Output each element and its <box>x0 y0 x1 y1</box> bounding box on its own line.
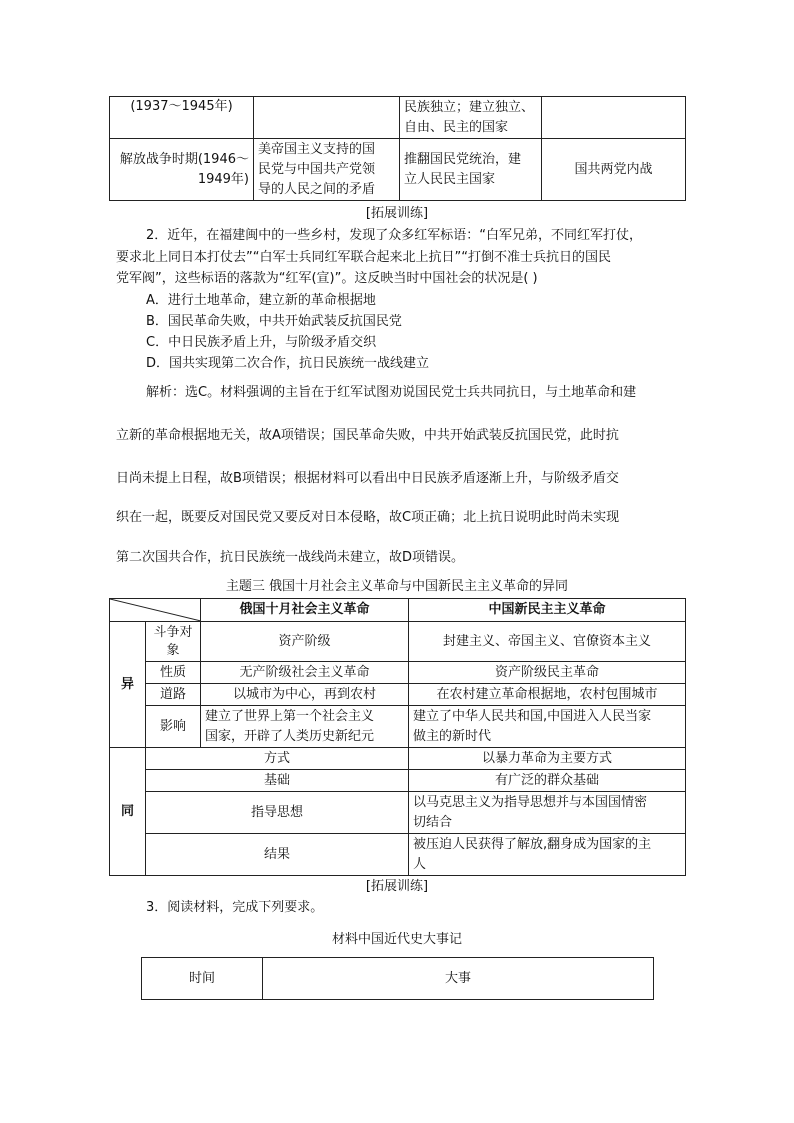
goal-cell <box>400 97 542 139</box>
same-label: 同 <box>110 748 146 876</box>
russia-cell: 以城市为中心，再到农村 <box>201 684 409 706</box>
period-cell: (1937～1945年) <box>110 97 254 139</box>
form-cell <box>542 97 686 139</box>
goal-cell <box>400 139 542 201</box>
analysis-line: 解析：选C。材料强调的主旨在于红军试图劝说国民党士兵共同抗日，与土地革命和建 <box>146 385 637 400</box>
item-cell: 结果 <box>146 834 409 876</box>
value-cell: 有广泛的群众基础 <box>409 770 686 792</box>
question-stem-line: 2．近年，在福建闽中的一些乡村，发现了众多红军标语：“白军兄弟，不同红军打仗， <box>146 228 643 243</box>
text-line: 自由、民主的国家 <box>404 119 509 135</box>
item-cell: 方式 <box>146 748 409 770</box>
text-line: 民党与中国共产党领 <box>258 161 376 177</box>
analysis-line: 日尚未提上日程，故B项错误；根据材料可以看出中日民族矛盾逐渐上升，与阶级矛盾交 <box>116 471 619 486</box>
text-line: 1949年) <box>197 171 249 187</box>
material-title: 材料中国近代史大事记 <box>331 932 462 947</box>
periods-table <box>109 96 686 201</box>
item-cell: 影响 <box>146 706 201 748</box>
diagonal-header-cell <box>110 599 201 622</box>
text-line: 美帝国主义支持的国 <box>258 141 376 157</box>
item-cell <box>146 622 201 662</box>
text-line: 建立了世界上第一个社会主义 <box>205 708 375 724</box>
training-heading: [拓展训练] <box>365 879 429 894</box>
col-header-russia: 俄国十月社会主义革命 <box>201 599 409 622</box>
analysis-line: 第二次国共合作，抗日民族统一战线尚未建立，故D项错误。 <box>116 550 465 565</box>
col-header-china: 中国新民主主义革命 <box>409 599 686 622</box>
question-3-stem: 3．阅读材料，完成下列要求。 <box>146 900 324 915</box>
table-header-row <box>110 599 686 622</box>
question-stem-line: 党军阀”，这些标语的落款为“红军(宣)”。这反映当时中国社会的状况是( ) <box>116 271 538 286</box>
table-header-row <box>142 958 654 1000</box>
table-row <box>110 684 686 706</box>
cause-cell <box>254 139 400 201</box>
cause-cell <box>254 97 400 139</box>
text-line: 国家，开辟了人类历史新纪元 <box>205 728 375 744</box>
events-table <box>141 957 654 1000</box>
text-line: 斗争对 <box>153 624 193 640</box>
option-c: C．中日民族矛盾上升，与阶级矛盾交织 <box>146 335 377 350</box>
table-row <box>110 706 686 748</box>
table-row <box>110 792 686 834</box>
text-line: 建立了中华人民共和国,中国进入人民当家 <box>413 708 652 724</box>
value-cell <box>409 834 686 876</box>
table-row <box>110 834 686 876</box>
value-cell <box>409 792 686 834</box>
russia-cell <box>201 706 409 748</box>
text-line: 被压迫人民获得了解放,翻身成为国家的主 <box>413 836 652 852</box>
text-line: 解放战争时期(1946～ <box>119 151 249 167</box>
training-heading: [拓展训练] <box>365 206 429 221</box>
table-row <box>110 139 686 201</box>
table-row <box>110 770 686 792</box>
section-title: 主题三 俄国十月社会主义革命与中国新民主主义革命的异同 <box>225 579 569 594</box>
china-cell <box>409 706 686 748</box>
item-cell: 道路 <box>146 684 201 706</box>
text-line: 人 <box>413 856 427 872</box>
china-cell: 资产阶级民主革命 <box>409 662 686 684</box>
text-line: 民族独立；建立独立、 <box>404 99 535 115</box>
text-line: 做主的新时代 <box>413 728 492 744</box>
diagonal-line <box>110 599 201 621</box>
russia-cell: 无产阶级社会主义革命 <box>201 662 409 684</box>
col-header-event: 大事 <box>263 958 654 1000</box>
period-cell <box>110 139 254 201</box>
option-b: B．国民革命失败，中共开始武装反抗国民党 <box>146 314 402 329</box>
col-header-time: 时间 <box>142 958 263 1000</box>
table-row <box>110 622 686 662</box>
russia-cell: 资产阶级 <box>201 622 409 662</box>
text-line: 象 <box>166 642 180 658</box>
comparison-table <box>109 598 686 876</box>
question-stem-line: 要求北上同日本打仗去”“白军士兵同红军联合起来北上抗日”“打倒不准士兵抗日的国民 <box>116 250 611 265</box>
item-cell: 基础 <box>146 770 409 792</box>
table-row <box>110 97 686 139</box>
diff-label: 异 <box>110 622 146 748</box>
item-cell: 性质 <box>146 662 201 684</box>
china-cell: 在农村建立革命根据地，农村包围城市 <box>409 684 686 706</box>
text-line: 导的人民之间的矛盾 <box>258 181 376 197</box>
value-cell: 以暴力革命为主要方式 <box>409 748 686 770</box>
table-row <box>110 662 686 684</box>
text-line: 推翻国民党统治，建 <box>404 151 522 167</box>
form-cell: 国共两党内战 <box>542 139 686 201</box>
item-cell: 指导思想 <box>146 792 409 834</box>
option-a: A．进行土地革命，建立新的革命根据地 <box>146 293 376 308</box>
text-line: 切结合 <box>413 814 453 830</box>
china-cell: 封建主义、帝国主义、官僚资本主义 <box>409 622 686 662</box>
table-row <box>110 748 686 770</box>
analysis-line: 立新的革命根据地无关，故A项错误；国民革命失败，中共开始武装反抗国民党，此时抗 <box>116 428 619 443</box>
text-line: 以马克思主义为指导思想并与本国国情密 <box>413 794 648 810</box>
option-d: D．国共实现第二次合作，抗日民族统一战线建立 <box>146 356 430 371</box>
analysis-line: 织在一起，既要反对国民党又要反对日本侵略，故C项正确；北上抗日说明此时尚未实现 <box>116 510 620 525</box>
text-line: 立人民民主国家 <box>404 171 496 187</box>
